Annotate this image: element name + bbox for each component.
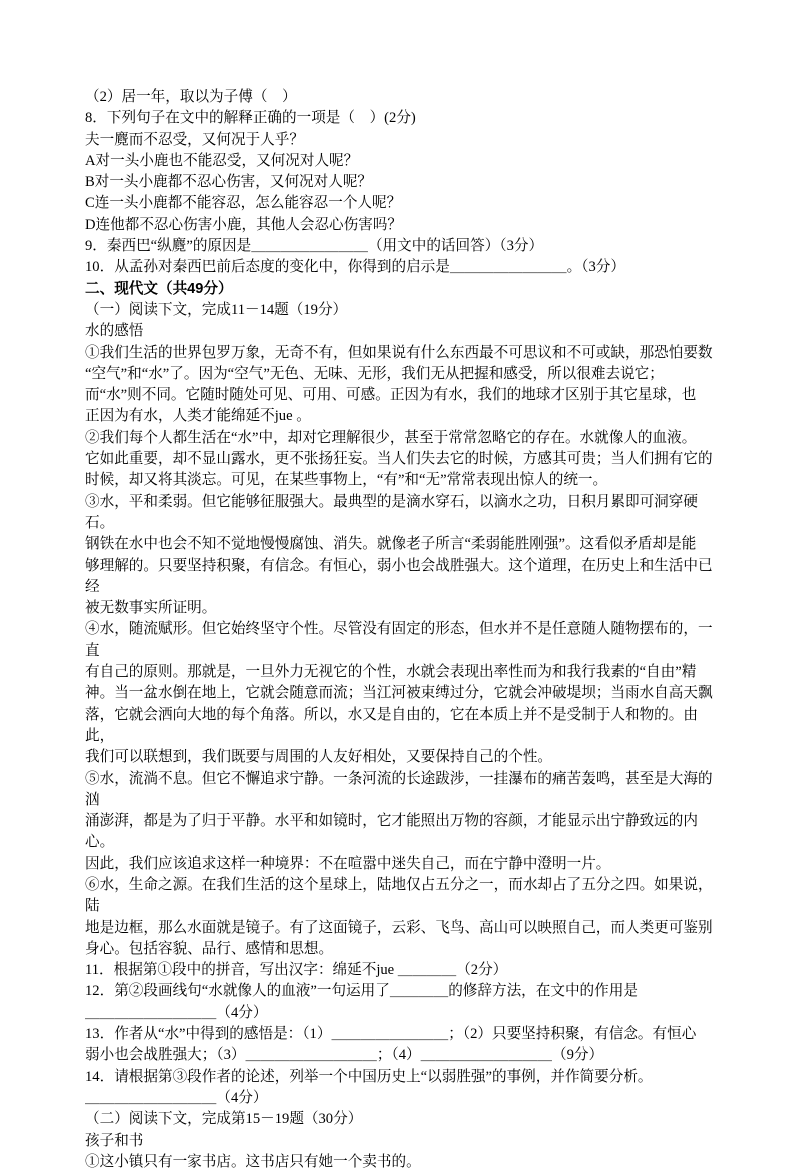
essay-1-paragraph-6-line-2: 地是边框，那么水面就是镜子。有了这面镜子，云彩、飞鸟、高山可以映照自己，而人类更可鉴别	[85, 919, 713, 936]
essay-1-paragraph-1-line-2: “空气”和“水”了。因为“空气”无色、无味、无形，我们无从把握和感受，所以很难去说它；	[85, 365, 664, 382]
question-8-stem: 8．下列句子在文中的解释正确的一项是（ ）(2分)	[85, 110, 416, 127]
essay-1-paragraph-4-line-2: 有自己的原则。那就是，一旦外力无视它的个性，水就会表现出率性而为和我行我素的“自由”精	[85, 664, 697, 681]
essay-1-paragraph-4-line-5: 我们可以联想到，我们既要与周围的人友好相处，又要保持自己的个性。	[85, 749, 553, 766]
question-14-blank-line: ＿＿＿＿＿＿＿＿＿（4分）	[85, 1089, 268, 1106]
question-10: 10．从孟孙对秦西巴前后态度的变化中，你得到的启示是＿＿＿＿＿＿＿＿。（3分）	[85, 259, 625, 276]
question-8-sentence: 夫一麑而不忍受，又何况于人乎？	[85, 131, 304, 148]
question-8-option-c: C连一头小鹿都不能容忍，怎么能容忍一个人呢？	[85, 195, 402, 212]
reading-2-instructions: （二）阅读下文，完成第15－19题（30分）	[85, 1111, 363, 1128]
section-2-heading: 二、现代文（共49分）	[85, 280, 233, 297]
essay-1-paragraph-2-line-2: 它如此重要，却不显山露水，更不张扬狂妄。当人们失去它的时候，方感其可贵；当人们拥有它的	[85, 451, 713, 468]
essay-1-paragraph-1-line-1: ①我们生活的世界包罗万象，无奇不有，但如果说有什么东西最不可思议和不可或缺，那恐怕要数	[85, 344, 713, 361]
essay-1-title: 水的感悟	[85, 323, 144, 340]
essay-1-paragraph-1-line-4: 正因为有水，人类才能绵延不jue 。	[85, 408, 311, 425]
essay-1-paragraph-4-line-3: 神。当一盆水倒在地上，它就会随意而流；当江河被束缚过分，它就会冲破堤坝；当雨水自高天飘	[85, 685, 713, 702]
essay-1-paragraph-2-line-1: ②我们每个人都生活在“水”中，却对它理解很少，甚至于常常忽略它的存在。水就像人的血液。	[85, 429, 697, 446]
question-7-part-2-line: （2）居一年，取以为子傅（ ）	[85, 89, 297, 105]
essay-1-paragraph-1-line-3: 而“水”则不同。它随时随处可见、可用、可感。正因为有水，我们的地球才区别于其它星球，也	[85, 387, 697, 404]
essay-1-paragraph-5-line-1: ⑤水，流淌不息。但它不懈追求宁静。一条河流的长途跋涉，一挂瀑布的痛苦轰鸣，甚至是大海的汹	[85, 770, 713, 808]
essay-1-paragraph-3-line-2: 钢铁在水中也会不知不觉地慢慢腐蚀、消失。就像老子所言“柔弱能胜刚强”。这看似矛盾却是能	[85, 536, 697, 553]
essay-1-paragraph-5-line-3: 因此，我们应该追求这样一种境界：不在喧嚣中迷失自己，而在宁静中澄明一片。	[85, 855, 611, 872]
essay-1-paragraph-3-line-4: 被无数事实所证明。	[85, 600, 217, 617]
question-13: 13．作者从“水”中得到的感悟是：（1）＿＿＿＿＿＿＿＿；（2）只要坚持积聚，有信念。有恒心	[85, 1026, 697, 1043]
question-8-option-b: B对一头小鹿都不忍心伤害，又何况对人呢？	[85, 174, 373, 191]
question-12: 12．第②段画线句“水就像人的血液”一句运用了＿＿＿＿的修辞方法，在文中的作用是	[85, 983, 638, 1000]
essay-1-paragraph-4-line-1: ④水，随流赋形。但它始终坚守个性。尽管没有固定的形态，但水并不是任意随人随物摆布的，一直	[85, 621, 713, 659]
essay-1-paragraph-4-line-4: 落，它就会洒向大地的每个角落。所以，水又是自由的，它在本质上并不是受制于人和物的。由此，	[85, 706, 698, 744]
essay-1-paragraph-6-line-3: 身心。包括容貌、品行、感情和思想。	[85, 940, 334, 957]
question-8-option-d: D连他都不忍心伤害小鹿，其他人会忍心伤害吗？	[85, 216, 403, 233]
question-13-line-2: 弱小也会战胜强大；（3）＿＿＿＿＿＿＿＿＿；（4）＿＿＿＿＿＿＿＿＿（9分）	[85, 1047, 604, 1064]
essay-2-paragraph-1-line-1: ①这小镇只有一家书店。这书店只有她一个卖书的。	[85, 1153, 421, 1170]
essay-1-paragraph-3-line-1: ③水，平和柔弱。但它能够征服强大。最典型的是滴水穿石，以滴水之功，日积月累即可洞穿硬石。	[85, 493, 698, 531]
reading-1-instructions: （一）阅读下文，完成11－14题（19分）	[85, 301, 348, 318]
essay-1-paragraph-2-line-3: 时候，却又将其淡忘。可见，在某些事物上，“有”和“无”常常表现出惊人的统一。	[85, 472, 608, 489]
essay-1-paragraph-3-line-3: 够理解的。只要坚持积聚，有信念。有恒心，弱小也会战胜强大。这个道理，在历史上和生活中已经	[85, 557, 713, 595]
essay-1-paragraph-6-line-1: ⑥水，生命之源。在我们生活的这个星球上，陆地仅占五分之一，而水却占了五分之四。如果说，陆	[85, 876, 713, 915]
question-12-blank-line: ＿＿＿＿＿＿＿＿＿（4分）	[85, 1004, 268, 1021]
question-11: 11．根据第①段中的拼音，写出汉字：绵延不jue ＿＿＿＿（2分）	[85, 962, 508, 979]
essay-2-title: 孩子和书	[85, 1132, 144, 1149]
question-8-option-a: A对一头小鹿也不能忍受，又何况对人呢？	[85, 152, 359, 169]
question-9: 9．秦西巴“纵麑”的原因是＿＿＿＿＿＿＿＿（用文中的话回答）（3分）	[85, 238, 544, 255]
question-14: 14．请根据第③段作者的论述，列举一个中国历史上“以弱胜强”的事例，并作简要分析。	[85, 1068, 653, 1085]
essay-1-paragraph-5-line-2: 涌澎湃，都是为了归于平静。水平和如镜时，它才能照出万物的容颜，才能显示出宁静致远的内心。	[85, 813, 698, 851]
